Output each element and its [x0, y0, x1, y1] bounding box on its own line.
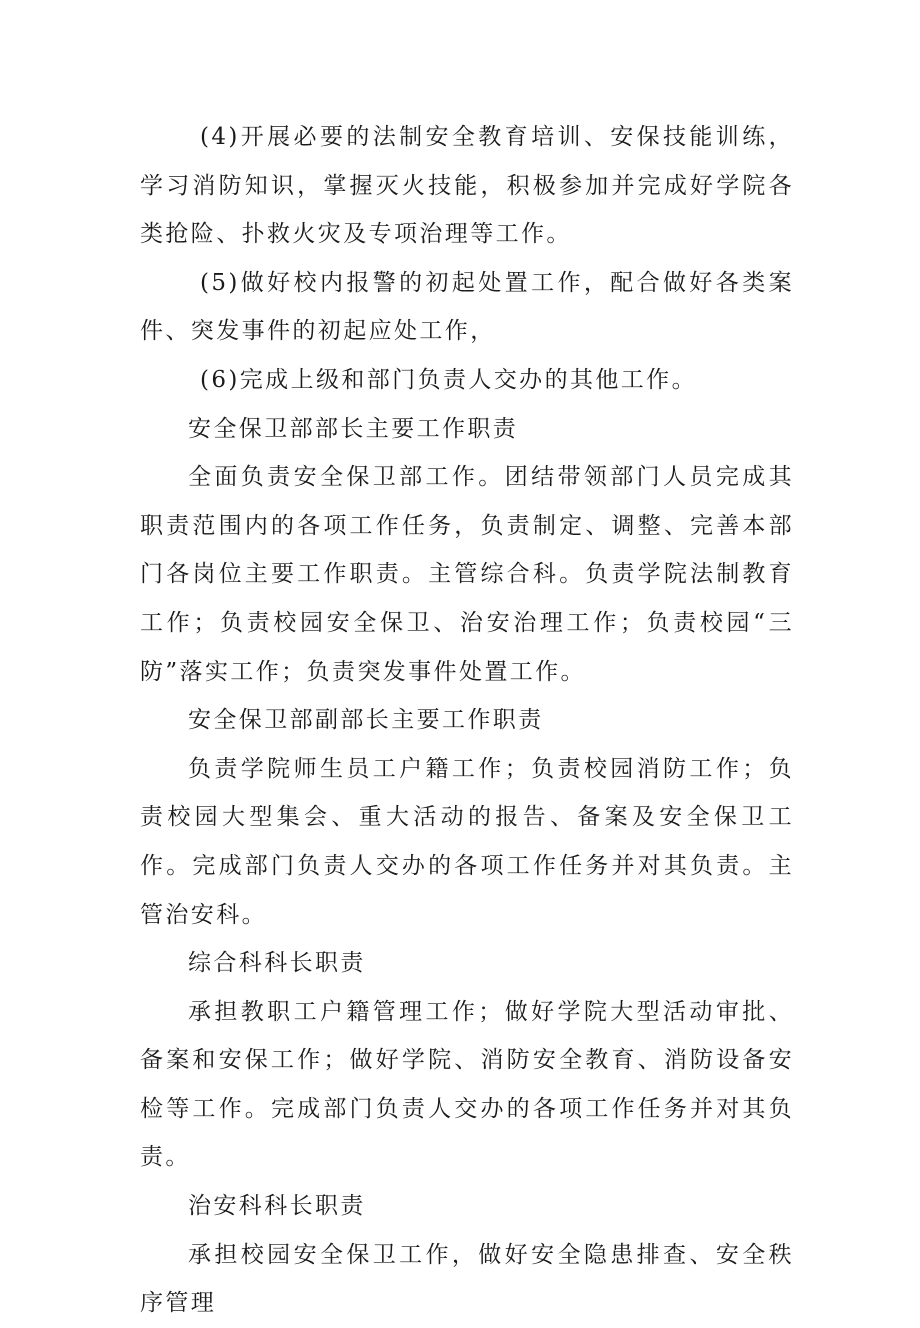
section-heading-general-office: 综合科科长职责	[188, 950, 366, 977]
paragraph-director-duties: 全面负责安全保卫部工作。团结带领部门人员完成其职责范围内的各项工作任务，负责制定、调整、完善本部门各岗位主要工作职责。主管综合科。负责学院法制教育工作；负责校园安全保卫、治安治理工作；负责校园“三防”落实工作；负责突发事件处置工作。	[140, 464, 794, 685]
section-heading-director: 安全保卫部部长主要工作职责	[188, 415, 519, 442]
paragraph-security-office-duties: 承担校园安全保卫工作，做好安全隐患排查、安全秩序管理	[140, 1241, 794, 1317]
section-heading-security-office: 治安科科长职责	[188, 1193, 366, 1220]
paragraph-deputy-director-duties: 负责学院师生员工户籍工作；负责校园消防工作；负责校园大型集会、重大活动的报告、备案及安全保卫工作。完成部门负责人交办的各项工作任务并对其负责。主管治安科。	[140, 755, 794, 928]
list-item-4: (4)开展必要的法制安全教育培训、安保技能训练，学习消防知识，掌握灭火技能，积极参加并完成好学院各类抢险、扑救火灾及专项治理等工作。	[140, 124, 794, 248]
list-item-6: (6)完成上级和部门负责人交办的其他工作。	[200, 366, 697, 393]
list-item-5: (5)做好校内报警的初起处置工作，配合做好各类案件、突发事件的初起应处工作，	[140, 269, 794, 345]
document-body	[140, 113, 794, 1328]
paragraph-general-office-duties: 承担教职工户籍管理工作；做好学院大型活动审批、备案和安保工作；做好学院、消防安全教育、消防设备安检等工作。完成部门负责人交办的各项工作任务并对其负责。	[140, 998, 794, 1171]
section-heading-deputy-director: 安全保卫部副部长主要工作职责	[188, 707, 544, 734]
